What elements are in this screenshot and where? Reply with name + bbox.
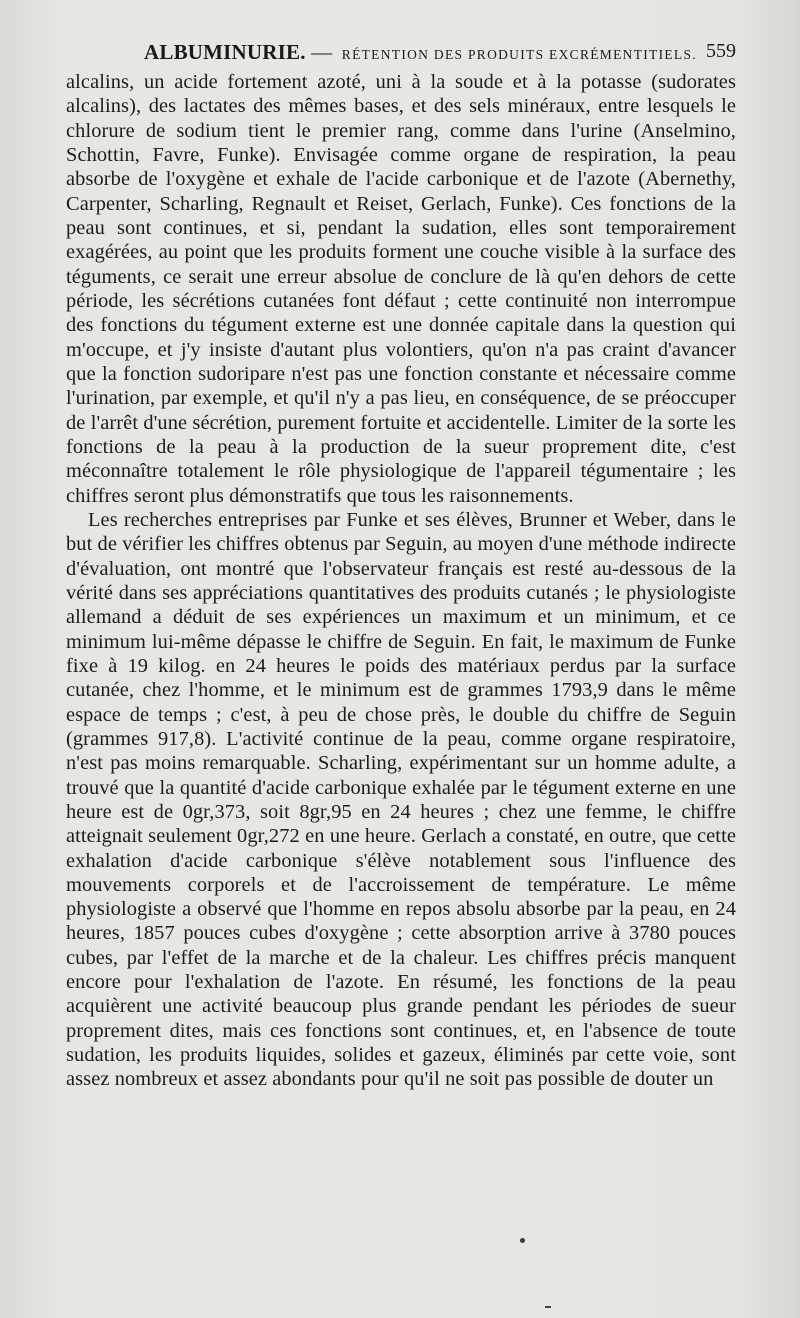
page-number: 559 [706, 40, 736, 62]
ink-mark [545, 1306, 551, 1308]
paragraph: Les recherches entreprises par Funke et ses élèves, Brunner et Weber, dans le but de vérifier les chiffres obtenus par Seguin, au moyen d'une méthode indirecte d'évaluation, ont montré que l'observateur français est resté au-dessous de la vérité dans ses appréciations quantitatives des produits cutanés ; le physiologiste allemand a déduit de ses expériences un maximum et un minimum, et ce minimum lui-même dépasse le chiffre de Seguin. En fait, le maximum de Funke fixe à 19 kilog. en 24 heures le poids des matériaux perdus par la surface cutanée, chez l'homme, et le minimum est de grammes 1793,9 dans le même espace de temps ; c'est, à peu de chose près, le double du chiffre de Seguin (grammes 917,8). L'activité continue de la peau, comme organe respiratoire, n'est pas moins remarquable. Scharling, expérimentant sur un homme adulte, a trouvé que la quantité d'acide carbonique exhalée par le tégument externe en une heure est de 0gr,373, soit 8gr,95 en 24 heures ; chez une femme, le chiffre atteignait seulement 0gr,272 en une heure. Gerlach a constaté, en outre, que cette exhalation d'acide carbonique s'élève notablement sous l'influence des mouvements corporels et de l'accroissement de température. Le même physiologiste a observé que l'homme en repos absolu absorbe par la peau, en 24 heures, 1857 pouces cubes d'oxygène ; cette absorption arrive à 3780 pouces cubes, par l'effet de la marche et de la chaleur. Les chiffres précis manquent encore pour l'exhalation de l'azote. En résumé, les fonctions de la peau acquièrent une activité beaucoup plus grande pendant les périodes de sueur proprement dites, mais ces fonctions sont continues, et, en l'absence de toute sudation, les produits liquides, solides et gazeux, éliminés par cette voie, sont assez nombreux et assez abondants pour qu'il ne soit pas possible de douter un [66, 508, 736, 1091]
running-subtitle: RÉTENTION DES PRODUITS EXCRÉMENTITIELS. [341, 47, 697, 62]
ink-dot [520, 1238, 525, 1243]
running-title: ALBUMINURIE. [144, 40, 306, 64]
running-header [66, 40, 736, 68]
paragraph: alcalins, un acide fortement azoté, uni à la soude et à la potasse (sudorates alcalins), des lactates des mêmes bases, et des sels minéraux, entre lesquels le chlorure de sodium tient le premier rang, comme dans l'urine (Anselmino, Schottin, Favre, Funke). Envisagée comme organe de respiration, la peau absorbe de l'oxygène et exhale de l'acide carbonique et de l'azote (Abernethy, Carpenter, Scharling, Regnault et Reiset, Gerlach, Funke). Ces fonctions de la peau sont continues, et si, pendant la sudation, elles sont temporairement exagérées, au point que les produits forment une couche visible à la surface des téguments, ce serait une erreur absolue de conclure de là qu'en dehors de cette période, les sécrétions cutanées font défaut ; cette continuité non interrompue des fonctions du tégument externe est une donnée capitale dans la question qui m'occupe, et j'y insiste d'autant plus volontiers, qu'on n'a pas craint d'avancer que la fonction sudoripare n'est pas une fonction constante et nécessaire comme l'urination, par exemple, et qu'il n'y a pas lieu, en conséquence, de se préoccuper de l'arrêt d'une sécrétion, purement fortuite et accidentelle. Limiter de la sorte les fonctions de la peau à la production de la sueur proprement dite, c'est méconnaître totalement le rôle physiologique de l'appareil tégumentaire ; les chiffres seront plus démonstratifs que tous les raisonnements. [66, 71, 736, 507]
header-left [144, 40, 697, 65]
body-text [66, 70, 736, 1092]
header-separator: — [311, 40, 333, 64]
